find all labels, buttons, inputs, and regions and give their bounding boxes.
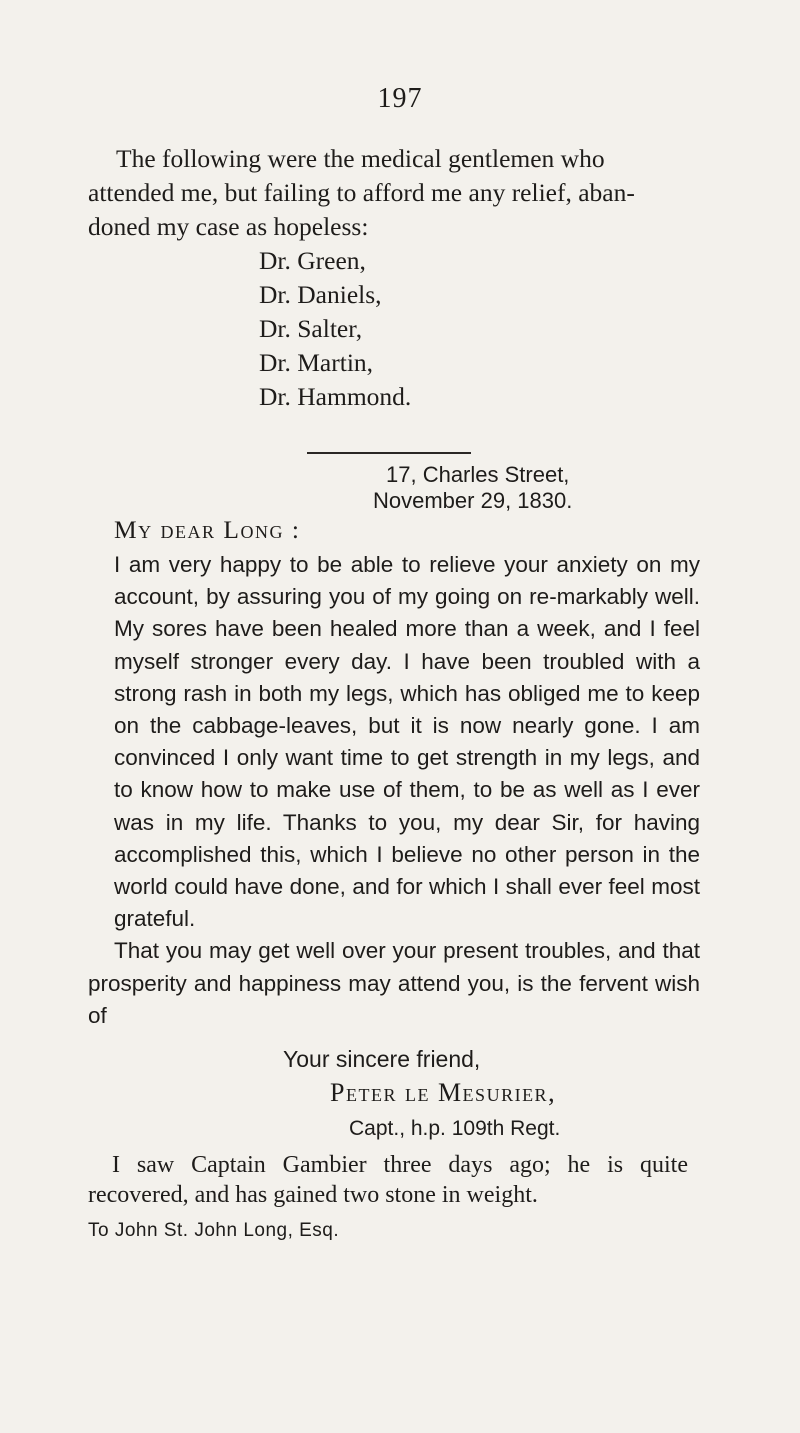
letter-paragraph-1: I am very happy to be able to relieve your anxiety on my account, by assuring you of my going on re-markably well. My sores have been healed more than a week, and I feel myself stronger every day. I have been troubled with a strong rash in both my legs, which has obliged me to keep on the cabbage-leaves, but it is now nearly gone. I am convinced I only want time to get strength in my legs, and to know how to make use of them, to be as well as I ever was in my life. Thanks to you, my dear Sir, for having accomplished this, which I believe no other person in the world could have done, and for which I shall ever feel most grateful. [114,552,700,932]
signature-rank: Capt., h.p. 109th Regt. [349,1117,561,1140]
intro-line-2: attended me, but failing to afford me any relief, aban- [88,178,635,207]
letter-closing: Your sincere friend, [283,1046,481,1072]
doctor-item: Dr. Green, [259,246,366,275]
doctor-item: Dr. Daniels, [259,280,382,309]
letter-signature: Peter le Mesurier, [330,1078,557,1107]
intro-paragraph [88,142,700,244]
page-number: 197 [377,83,423,114]
letter-paragraph-2: That you may get well over your present troubles, and that prosperity and happiness may attend you, is the fervent wish of [88,938,700,1028]
letter-recipient: To John St. John Long, Esq. [88,1220,340,1241]
intro-line-3: doned my case as hopeless: [88,212,369,241]
doctor-item: Dr. Martin, [259,348,374,377]
intro-line-1: The following were the medical gentlemen who [116,144,605,173]
letter-postscript: I saw Captain Gambier three days ago; he is quite recovered, and has gained two stone in weight. [88,1152,688,1208]
letter-body [88,549,700,1032]
address-date: November 29, 1830. [373,488,573,513]
doctor-item: Dr. Salter, [259,314,363,343]
letter-address [373,462,693,514]
doctor-list [259,244,411,414]
letter-salutation: My dear Long : [114,515,301,544]
doctor-item: Dr. Hammond. [259,382,412,411]
address-street: 17, Charles Street, [386,462,570,487]
section-divider [307,452,471,454]
